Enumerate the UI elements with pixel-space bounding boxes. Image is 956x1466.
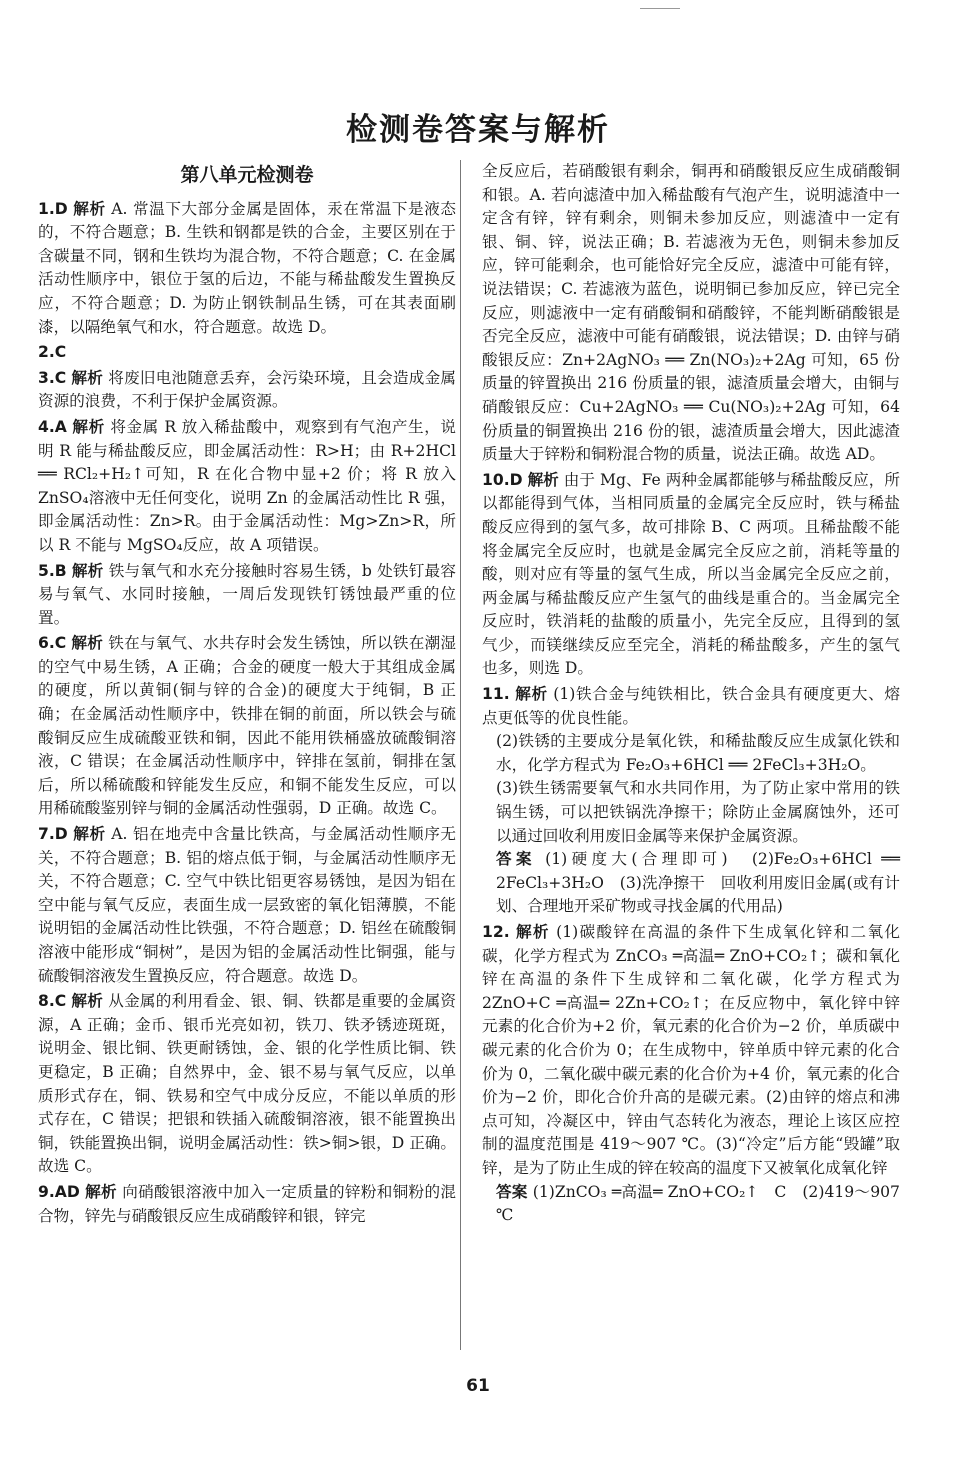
- item-choice: C: [54, 343, 67, 362]
- right-column: [482, 160, 900, 1230]
- item-number: 6.: [38, 634, 55, 653]
- item-explanation: 由于 Mg、Fe 两种金属都能够与稀盐酸反应，所以都能得到气体，当相同质量的金属完全反应时，铁与稀盐酸反应得到的氢气多，故可排除 B、C 两项。且稀盐酸不能将金属完全反应时，也就是金属完全反应之前，消耗等量的酸，则对应有等量的氢气生成，所以当金属完全反应之前，两金属与稀盐酸反应产生氢气的曲线是重合的。当金属完全反应时，铁消耗的盐酸的质量小，先完全反应，且得到的氢气少，而镁继续反应至完全，消耗的稀盐酸多，产生的氢气也多，则选 D。: [482, 470, 900, 678]
- answer-item: [38, 632, 456, 821]
- analysis-label: 解析: [71, 561, 104, 580]
- item-number: 3.: [38, 368, 55, 387]
- item-number: 4.: [38, 417, 55, 436]
- item-text-line: [38, 416, 456, 558]
- item-choice: C: [54, 634, 67, 653]
- right-items: [482, 160, 900, 1228]
- item-extra-paragraph: [482, 730, 900, 777]
- item-answer-text: (1)ZnCO₃ ═高温═ ZnO+CO₂↑ C (2)419～907 ℃: [496, 1182, 900, 1225]
- analysis-label: 解析: [71, 634, 104, 653]
- item-number: 8.: [38, 992, 55, 1011]
- item-text-line: [482, 469, 900, 681]
- top-edge-mark: [640, 8, 680, 9]
- answer-item: [482, 683, 900, 919]
- item-explanation: 铁在与氧气、水共存时会发生锈蚀，所以铁在潮湿的空气中易生锈，A 正确；合金的硬度一般大于其组成金属的硬度，所以黄铜(铜与锌的合金)的硬度大于纯铜，B 正确；在金属活动性顺序中，铁排在铜的前面，所以铁会与硫酸铜反应生成硫酸亚铁和铜，因此不能用铁桶盛放硫酸铜溶液，C 错误；在金属活动性顺序中，锌排在氢前，铜排在氢后，所以稀硫酸和锌能发生反应，和铜不能发生反应，可以用稀硫酸鉴别锌与铜的金属活动性强弱，D 正确。故选 C。: [38, 634, 456, 818]
- answer-item: [482, 160, 900, 467]
- answer-item: [38, 416, 456, 558]
- unit-title: 第八单元检测卷: [180, 164, 314, 186]
- answer-item: [38, 1181, 456, 1228]
- item-choice: A: [54, 417, 67, 436]
- item-choice: D: [509, 470, 523, 489]
- item-answer-text: (1)硬度大(合理即可) (2)Fe₂O₃+6HCl ══ 2FeCl₃+3H₂O (3)洗净擦干 回收利用废旧金属(或有计划、合理地开采矿物或寻找金属的代用品): [496, 850, 900, 916]
- column-divider: [460, 160, 461, 1350]
- answer-item: [482, 469, 900, 681]
- item-answer-line: [482, 848, 900, 919]
- answer-label: 答案: [496, 1182, 528, 1201]
- answer-label: 答案: [496, 850, 536, 869]
- page-number: 61: [466, 1376, 490, 1396]
- item-explanation: 全反应后，若硝酸银有剩余，铜再和硝酸银反应生成硝酸铜和银。A. 若向滤渣中加入稀盐酸有气泡产生，说明滤渣中一定含有锌，锌有剩余，则铜未参加反应，则滤渣中一定有银、铜、锌，说法正确；B. 若滤液为无色，则铜未参加反应，锌可能剩余，也可能恰好完全反应，滤渣中可能有锌，说法错误；C. 若滤液为蓝色，说明铜已参加反应，锌已完全反应，则滤液中一定有硝酸铜和硝酸锌，不能判断硝酸银是否完全反应，滤液中可能有硝酸银，说法错误；D. 由锌与硝酸银反应：Zn+2AgNO₃ ══ Zn(NO₃)₂+2Ag 可知，65 份质量的锌置换出 216 份质量的银，滤渣质量会增大，由铜与硝酸银反应：Cu+2AgNO₃ ══ Cu(NO₃)₂+2Ag 可知，64 份质量的铜置换出 216 份的银，滤渣质量会增大，因此滤渣质量大于锌粉和铜粉混合物的质量，说法正确。故选 AD。: [482, 162, 900, 464]
- analysis-label: 解析: [71, 368, 104, 387]
- analysis-label: 解析: [515, 923, 550, 941]
- answer-item: [482, 921, 900, 1228]
- item-choice: C: [54, 992, 67, 1011]
- page-title: 检测卷答案与解析: [346, 112, 610, 148]
- answer-item: [38, 990, 456, 1179]
- item-explanation: 从金属的利用看金、银、铜、铁都是重要的金属资源，A 正确；金币、银币光亮如初，铁刀、铁矛锈迹斑斑，说明金、银比铜、铁更耐锈蚀，金、银的化学性质比铜、铁更稳定，B 正确；自然界中，金、银不易与氧气反应，以单质形式存在，铜、铁易和空气中成分反应，不能以单质的形式存在，C 错误；把银和铁插入硫酸铜溶液，银不能置换出铜，铁能置换出铜，说明金属活动性：铁>铜>银，D 正确。故选 C。: [38, 992, 456, 1176]
- item-explanation: 将废旧电池随意丢弃，会污染环境，且会造成金属资源的浪费，不利于保护金属资源。: [38, 368, 456, 411]
- analysis-label: 解析: [515, 685, 548, 704]
- analysis-label: 解析: [527, 470, 559, 489]
- item-number: 10.: [482, 470, 510, 489]
- left-items: [38, 198, 456, 1229]
- analysis-label: 解析: [73, 825, 106, 844]
- answer-item: [38, 823, 456, 988]
- item-explanation: 将金属 R 放入稀盐酸中，观察到有气泡产生，说明 R 能与稀盐酸反应，即金属活动性：R>H；由 R+2HCl ══ RCl₂+H₂↑可知，R 在化合物中显+2 价；将 R 放入 ZnSO₄溶液中无任何变化，说明 Zn 的金属活动性比 R 强，即金属活动性：Zn>R。由于金属活动性：Mg>Zn>R，所以 R 不能与 MgSO₄反应，故 A 项错误。: [38, 417, 456, 554]
- analysis-label: 解析: [73, 199, 106, 218]
- left-column: [38, 160, 456, 1230]
- item-choice: D: [54, 825, 68, 844]
- analysis-label: 解析: [71, 992, 104, 1011]
- item-extra-paragraph: [482, 777, 900, 848]
- answer-item: [38, 341, 456, 365]
- item-text-line: [482, 683, 900, 730]
- item-extra-text: (3)铁生锈需要氧气和水共同作用，为了防止家中常用的铁锅生锈，可以把铁锅洗净擦干；除防止金属腐蚀外，还可以通过回收利用废旧金属等来保护金属资源。: [496, 779, 900, 845]
- item-number: 2.: [38, 343, 55, 362]
- analysis-label: 解析: [72, 417, 105, 436]
- item-choice: AD: [54, 1182, 80, 1201]
- item-text-line: [38, 367, 456, 414]
- item-number: 11.: [482, 685, 510, 704]
- item-explanation: 铁与氧气和水充分接触时容易生锈，b 处铁钉最容易与氧气、水同时接触，一周后发现铁钉锈蚀最严重的位置。: [38, 561, 456, 627]
- item-number: 12.: [482, 923, 510, 941]
- item-explanation: (1)碳酸锌在高温的条件下生成氧化锌和二氧化碳，化学方程式为 ZnCO₃ ═高温═ ZnO+CO₂↑；碳和氧化锌在高温的条件下生成锌和二氧化碳，化学方程式为 2ZnO+C ═高温═ 2Zn+CO₂↑；在反应物中，氧化锌中锌元素的化合价为+2 价，氧元素的化合价为−2 价，单质碳中碳元素的化合价为 0；在生成物中，锌单质中锌元素的化合价为 0，二氧化碳中碳元素的化合价为+4 价，氧元素的化合价为−2 价，即化合价升高的是碳元素。(2)由锌的熔点和沸点可知，冷凝区中，锌由气态转化为液态，理论上该区应控制的温度范围是 419～907 ℃。(3)“冷定”后方能“毁罐”取锌，是为了防止生成的锌在较高的温度下又被氧化成氧化锌: [482, 923, 900, 1177]
- item-text-line: [38, 823, 456, 988]
- item-explanation: A. 常温下大部分金属是固体，汞在常温下是液态的，不符合题意；B. 生铁和钢都是铁的合金，主要区别在于含碳量不同，钢和生铁均为混合物，不符合题意；C. 在金属活动性顺序中，银位于氢的后边，不能与稀盐酸发生置换反应，不符合题意；D. 为防止钢铁制品生锈，可在其表面刷漆，以隔绝氧气和水，符合题意。故选 D。: [38, 199, 456, 336]
- item-explanation: A. 铝在地壳中含量比铁高，与金属活动性顺序无关，不符合题意；B. 铝的熔点低于铜，与金属活动性顺序无关，不符合题意；C. 空气中铁比铝更容易锈蚀，是因为铝在空中能与氧气反应，表面生成一层致密的氧化铝薄膜，不能说明铝的金属活动性比铁强，不符合题意；D. 铝丝在硫酸铜溶液中能形成“铜树”，是因为铝的金属活动性比铜强，能与硫酸铜溶液发生置换反应，符合题意。故选 D。: [38, 825, 456, 985]
- analysis-label: 解析: [85, 1182, 117, 1201]
- item-choice: D: [54, 199, 68, 218]
- item-text-line: [482, 160, 900, 467]
- item-text-line: [38, 632, 456, 821]
- item-text-line: [38, 990, 456, 1179]
- item-text-line: [38, 341, 456, 365]
- item-text-line: [482, 921, 900, 1181]
- item-number: 9.: [38, 1182, 55, 1201]
- item-number: 5.: [38, 561, 55, 580]
- answer-item: [38, 367, 456, 414]
- item-text-line: [38, 1181, 456, 1228]
- item-choice: B: [54, 561, 67, 580]
- item-explanation: 向硝酸银溶液中加入一定质量的锌粉和铜粉的混合物，锌先与硝酸银反应生成硝酸锌和银，锌完: [38, 1182, 456, 1225]
- answer-item: [38, 560, 456, 631]
- item-choice: C: [54, 368, 67, 387]
- answer-item: [38, 198, 456, 340]
- item-extra-text: (2)铁锈的主要成分是氧化铁，和稀盐酸反应生成氯化铁和水，化学方程式为 Fe₂O₃+6HCl ══ 2FeCl₃+3H₂O。: [496, 732, 900, 774]
- item-answer-line: [482, 1181, 900, 1228]
- item-text-line: [38, 560, 456, 631]
- item-number: 1.: [38, 199, 55, 218]
- item-explanation: (1)铁合金与纯铁相比，铁合金具有硬度更大、熔点更低等的优良性能。: [482, 685, 900, 727]
- item-text-line: [38, 198, 456, 340]
- item-number: 7.: [38, 825, 55, 844]
